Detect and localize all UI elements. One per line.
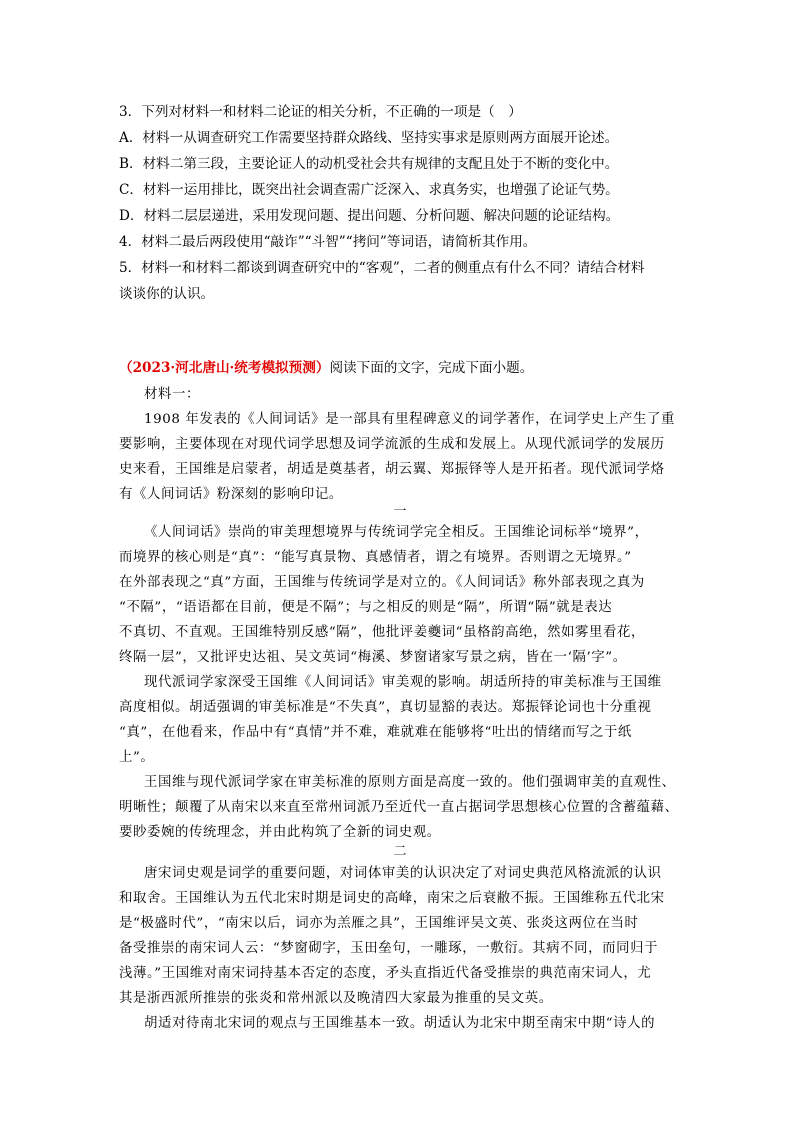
question-4: 4．材料二最后两段使用“敲诈”“斗智”“拷问”等词语，请简析其作用。: [119, 234, 537, 250]
option-a: A．材料一从调查研究工作需要坚持群众路线、坚持实事求是原则两方面展开论述。: [119, 130, 619, 146]
paragraph-line: 现代派词学家深受王国维《人间词话》审美观的影响。胡适所持的审美标准与王国维: [144, 675, 662, 690]
section-intro: [119, 356, 533, 376]
paragraph-line: “不隔”，“语语都在目前，便是不隔”；与之相反的则是“隔”，所谓“隔”就是表达: [119, 600, 613, 615]
paragraph-line: 胡适对待南北宋词的观点与王国维基本一致。胡适认为北宋中期至南宋中期“诗人的: [144, 1016, 656, 1031]
instruction-text: 阅读下面的文字，完成下面小题。: [329, 360, 534, 376]
source-tag: （2023·河北唐山·统考模拟预测）: [119, 360, 330, 376]
paragraph-line: 在外部表现之“真”方面，王国维与传统词学是对立的。《人间词话》称外部表现之真为: [119, 575, 645, 590]
paragraph-line: 和取舍。王国维认为五代北宋时期是词史的高峰，南宋之后衰敝不振。王国维称五代北宋: [119, 891, 665, 906]
paragraph-line: 要影响，主要体现在对现代词学思想及词学流派的生成和发展上。从现代派词学的发展历: [119, 437, 665, 452]
paragraph-line: 上”。: [119, 750, 155, 765]
paragraph-line: “真”，在他看来，作品中有“真情”并不难，难就难在能够将“吐出的情绪而写之于纸: [119, 725, 632, 740]
section-heading-2: 二: [393, 844, 407, 859]
paragraph-line: 要眇委婉的传统理念，并由此构筑了全新的词史观。: [119, 825, 441, 840]
paragraph-line: 王国维与现代派词学家在审美标准的原则方面是高度一致的。他们强调审美的直观性、: [144, 775, 676, 790]
paragraph-line: 浅薄。”王国维对南宋词持基本否定的态度，矛头直指近代备受推崇的典范南宋词人，尤: [119, 966, 652, 981]
paragraph-line: 唐宋词史观是词学的重要问题，对词体审美的认识决定了对词史典范风格流派的认识: [144, 866, 662, 881]
paragraph-line: 高度相似。胡适强调的审美标准是“不失真”，真切显豁的表达。郑振铎论词也十分重视: [119, 700, 652, 715]
paragraph-line: 而境界的核心则是“真”：“能写真景物、真感情者，谓之有境界。否则谓之无境界。”: [119, 550, 632, 565]
section-heading-1: 一: [393, 504, 407, 519]
paragraph-line: 《人间词话》崇尚的审美理想境界与传统词学完全相反。王国维论词标举“境界”，: [144, 525, 649, 540]
option-b: B．材料二第三段，主要论证人的动机受社会共有规律的支配且处于不断的变化中。: [119, 156, 619, 172]
paragraph-line: 明晰性；颠覆了从南宋以来直至常州词派乃至近代一直占据词学思想核心位置的含蓄蕴藉、: [119, 800, 679, 815]
paragraph-line: 不真切、不直观。王国维特别反感“隔”，他批评姜夔词“虽格韵高绝，然如雾里看花，: [119, 625, 645, 640]
paragraph-line: 备受推崇的南宋词人云：“梦窗砌字，玉田垒句，一雕琢，一敷衍。其病不同，而同归于: [119, 941, 659, 956]
paragraph-line: 有《人间词话》粉深刻的影响印记。: [119, 487, 343, 502]
paragraph-line: 史来看，王国维是启蒙者，胡适是奠基者，胡云翼、郑振铎等人是开拓者。现代派词学烙: [119, 462, 665, 477]
paragraph-line: 1908 年发表的《人间词话》是一部具有里程碑意义的词学著作，在词学史上产生了重: [144, 412, 676, 427]
option-c: C．材料一运用排比，既突出社会调查需广泛深入、求真务实，也增强了论证气势。: [119, 182, 619, 198]
question-3: 3．下列对材料一和材料二论证的相关分析，不正确的一项是（ ）: [119, 104, 522, 120]
question-5-line-1: 5．材料一和材料二都谈到调查研究中的“客观”，二者的侧重点有什么不同？请结合材料: [119, 260, 645, 276]
paragraph-line: 其是浙西派所推崇的张炎和常州派以及晚清四大家最为推重的吴文英。: [119, 991, 553, 1006]
paragraph-line: 是“极盛时代”，“南宋以后，词亦为羔雁之具”，王国维评吴文英、张炎这两位在当时: [119, 916, 639, 931]
paragraph-line: 终隔一层”，又批评史达祖、吴文英词“梅溪、梦窗诸家写景之病，皆在一‘隔’字”。: [119, 650, 627, 665]
option-d: D．材料二层层递进，采用发现问题、提出问题、分析问题、解决问题的论证结构。: [119, 208, 620, 224]
material-label: 材料一：: [144, 387, 200, 402]
question-5-line-2: 谈谈你的认识。: [119, 286, 215, 302]
